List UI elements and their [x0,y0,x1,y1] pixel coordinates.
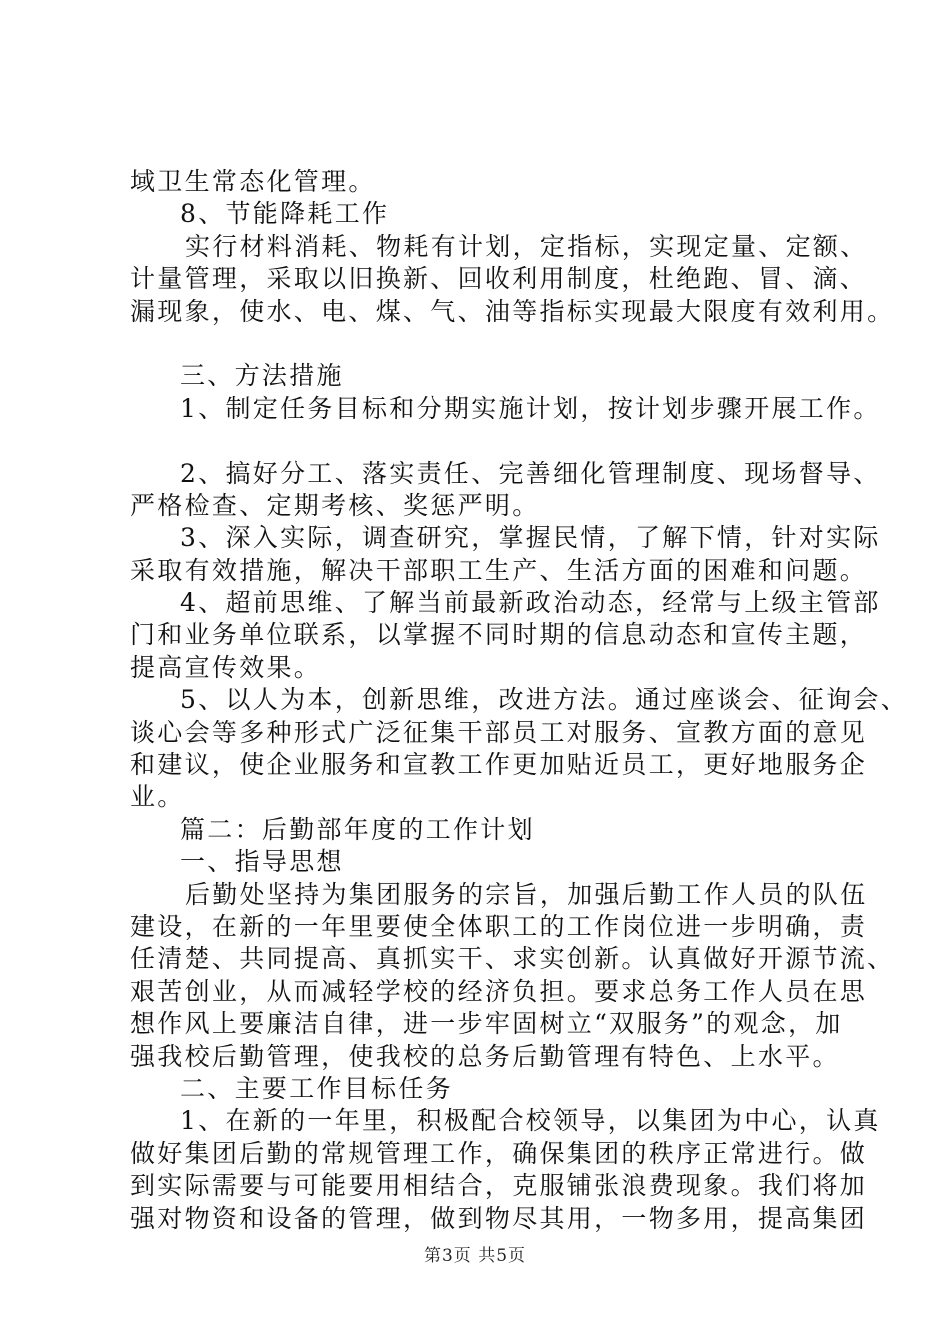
text-line: 实行材料消耗、物耗有计划，定指标，实现定量、定额、 [185,231,868,261]
section-title: 篇二：后勤部年度的工作计划 [180,814,535,844]
section-heading: 三、方法措施 [180,361,344,391]
text-line: 计量管理，采取以旧换新、回收利用制度，杜绝跑、冒、滴、 [130,264,868,294]
blank-line [130,425,830,457]
text-line: 后勤处坚持为集团服务的宗旨，加强后勤工作人员的队伍 [185,879,868,909]
text-line: 任清楚、共同提高、真抓实干、求实创新。认真做好开源节流、 [130,944,895,974]
text-line: 4、超前思维、了解当前最新政治动态，经常与上级主管部 [180,588,881,618]
document-body [130,166,909,1235]
text-line: 5、以人为本，创新思维，改进方法。通过座谈会、征询会、 [180,685,909,715]
text-line: 3、深入实际，调查研究，掌握民情，了解下情，针对实际 [180,523,881,553]
text-line: 门和业务单位联系，以掌握不同时期的信息动态和宣传主题， [130,620,868,650]
text-line: 想作风上要廉洁自律，进一步牢固树立“双服务”的观念，加 [130,1009,843,1039]
text-line: 域卫生常态化管理。 [130,167,376,196]
text-line: 艰苦创业，从而减轻学校的经济负担。要求总务工作人员在思 [130,976,868,1006]
text-line: 严格检查、定期考核、奖惩严明。 [130,490,540,520]
text-line: 强对物资和设备的管理，做到物尽其用，一物多用，提高集团 [130,1203,868,1233]
text-line: 提高宣传效果。 [130,652,322,682]
blank-line [130,328,830,360]
text-line: 1、制定任务目标和分期实施计划，按计划步骤开展工作。 [180,393,881,423]
page-number: 第3页 共5页 [423,1246,527,1266]
section-heading: 二、主要工作目标任务 [180,1073,454,1103]
text-line: 强我校后勤管理，使我校的总务后勤管理有特色、上水平。 [130,1041,840,1071]
text-line: 做好集团后勤的常规管理工作，确保集团的秩序正常进行。做 [130,1138,868,1168]
text-line: 1、在新的一年里，积极配合校领导，以集团为中心，认真 [180,1106,881,1136]
section-heading: 8、节能降耗工作 [180,199,390,229]
text-line: 到实际需要与可能要用相结合，克服铺张浪费现象。我们将加 [130,1171,868,1201]
text-line: 业。 [130,782,185,812]
text-line: 采取有效措施，解决干部职工生产、生活方面的困难和问题。 [130,555,868,585]
text-line: 建设，在新的一年里要使全体职工的工作岗位进一步明确，责 [130,911,868,941]
text-line: 和建议，使企业服务和宣教工作更加贴近员工，更好地服务企 [130,750,868,780]
text-line: 谈心会等多种形式广泛征集干部员工对服务、宣教方面的意见 [130,717,868,747]
text-line: 漏现象，使水、电、煤、气、油等指标实现最大限度有效利用。 [130,296,895,326]
text-line: 2、搞好分工、落实责任、完善细化管理制度、现场督导、 [180,458,881,488]
section-heading: 一、指导思想 [180,847,344,877]
